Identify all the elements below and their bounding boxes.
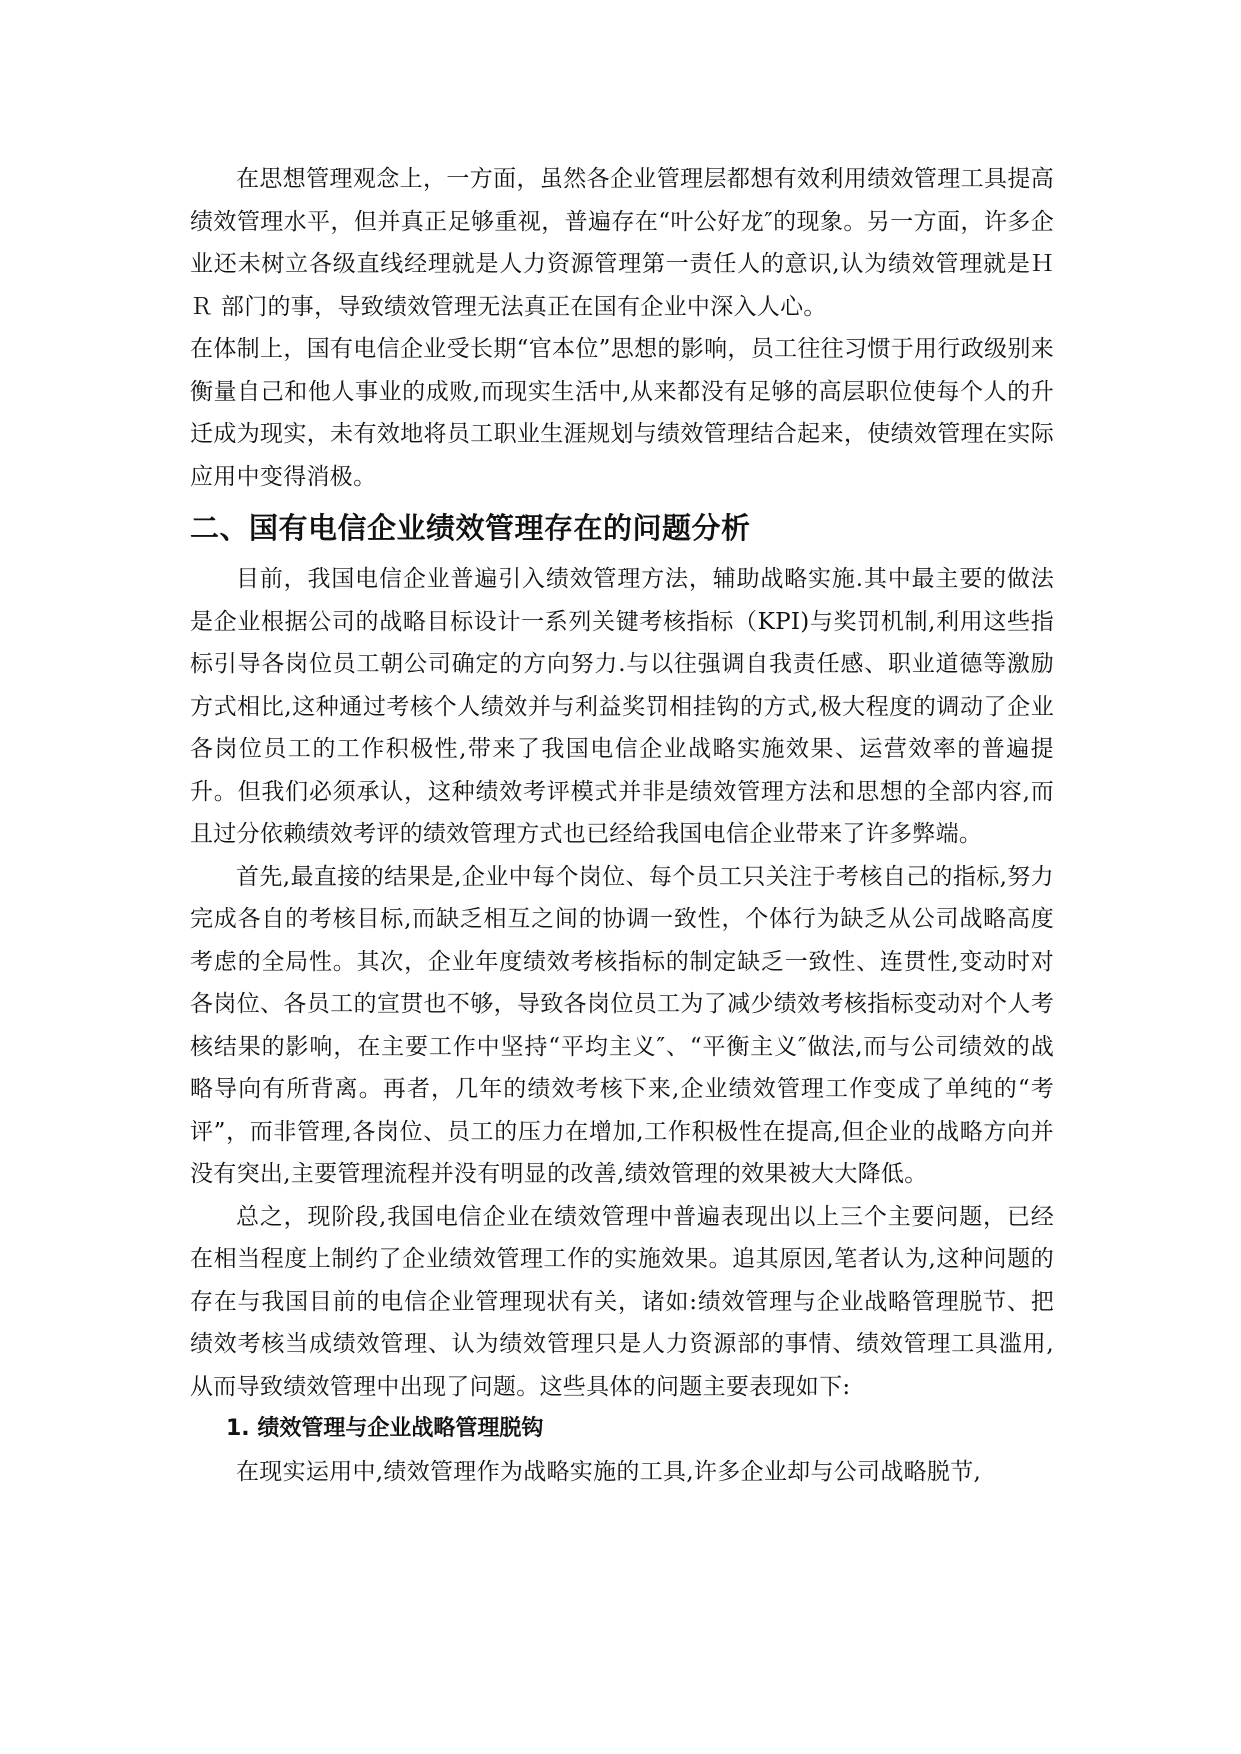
paragraph-first-result: 首先,最直接的结果是,企业中每个岗位、每个员工只关注于考核自己的指标,努力完成各自的考核目标,而缺乏相互之间的协调一致性，个体行为缺乏从公司战略高度考虑的全局性。其次，企业年度绩效考核指标的制定缺乏一致性、连贯性,变动时对各岗位、各员工的宣贯也不够，导致各岗位员工为了减少绩效考核指标变动对个人考核结果的影响，在主要工作中坚持“平均主义″、“平衡主义″做法,而与公司绩效的战略导向有所背离。再者，几年的绩效考核下来,企业绩效管理工作变成了单纯的“考评”，而非管理,各岗位、员工的压力在增加,工作积极性在提高,但企业的战略方向并没有突出,主要管理流程并没有明显的改善,绩效管理的效果被大大降低。 bbox=[190, 863, 1054, 1187]
paragraph-system: 在体制上，国有电信企业受长期“官本位”思想的影响，员工往往习惯于用行政级别来衡量自己和他人事业的成败,而现实生活中,从来都没有足够的高层职位使每个人的升迁成为现实，未有效地将员工职业生涯规划与绩效管理结合起来，使绩效管理在实际应用中变得消极。 bbox=[190, 336, 1054, 490]
paragraph-summary: 总之，现阶段,我国电信企业在绩效管理中普遍表现出以上三个主要问题，已经在相当程度上制约了企业绩效管理工作的实施效果。追其原因,笔者认为,这种问题的存在与我国目前的电信企业管理现状有关，诸如:绩效管理与企业战略管理脱节、把绩效考核当成绩效管理、认为绩效管理只是人力资源部的事情、绩效管理工具滥用,从而导致绩效管理中出现了问题。这些具体的问题主要表现如下: bbox=[190, 1203, 1054, 1400]
subsection-heading-1: 1. 绩效管理与企业战略管理脱钩 bbox=[226, 1416, 544, 1441]
document-body bbox=[190, 158, 1054, 1493]
paragraph-current-status: 目前，我国电信企业普遍引入绩效管理方法，辅助战略实施.其中最主要的做法是企业根据公司的战略目标设计一系列关键考核指标（KPI)与奖罚机制,利用这些指标引导各岗位员工朝公司确定的方向努力.与以往强调自我责任感、职业道德等激励方式相比,这种通过考核个人绩效并与利益奖罚相挂钩的方式,极大程度的调动了企业各岗位员工的工作积极性,带来了我国电信企业战略实施效果、运营效率的普遍提升。但我们必须承认，这种绩效考评模式并非是绩效管理方法和思想的全部内容,而且过分依赖绩效考评的绩效管理方式也已经给我国电信企业带来了许多弊端。 bbox=[190, 566, 1054, 847]
section-heading-2: 二、国有电信企业绩效管理存在的问题分析 bbox=[190, 511, 751, 545]
paragraph-mindset: 在思想管理观念上，一方面，虽然各企业管理层都想有效利用绩效管理工具提高绩效管理水平，但并真正足够重视，普遍存在“叶公好龙″的现象。另一方面，许多企业还未树立各级直线经理就是人力资源管理第一责任人的意识,认为绩效管理就是ＨＲ 部门的事，导致绩效管理无法真正在国有企业中深入人心。 bbox=[190, 166, 1054, 320]
paragraph-practice: 在现实运用中,绩效管理作为战略实施的工具,许多企业却与公司战略脱节, bbox=[236, 1458, 982, 1485]
